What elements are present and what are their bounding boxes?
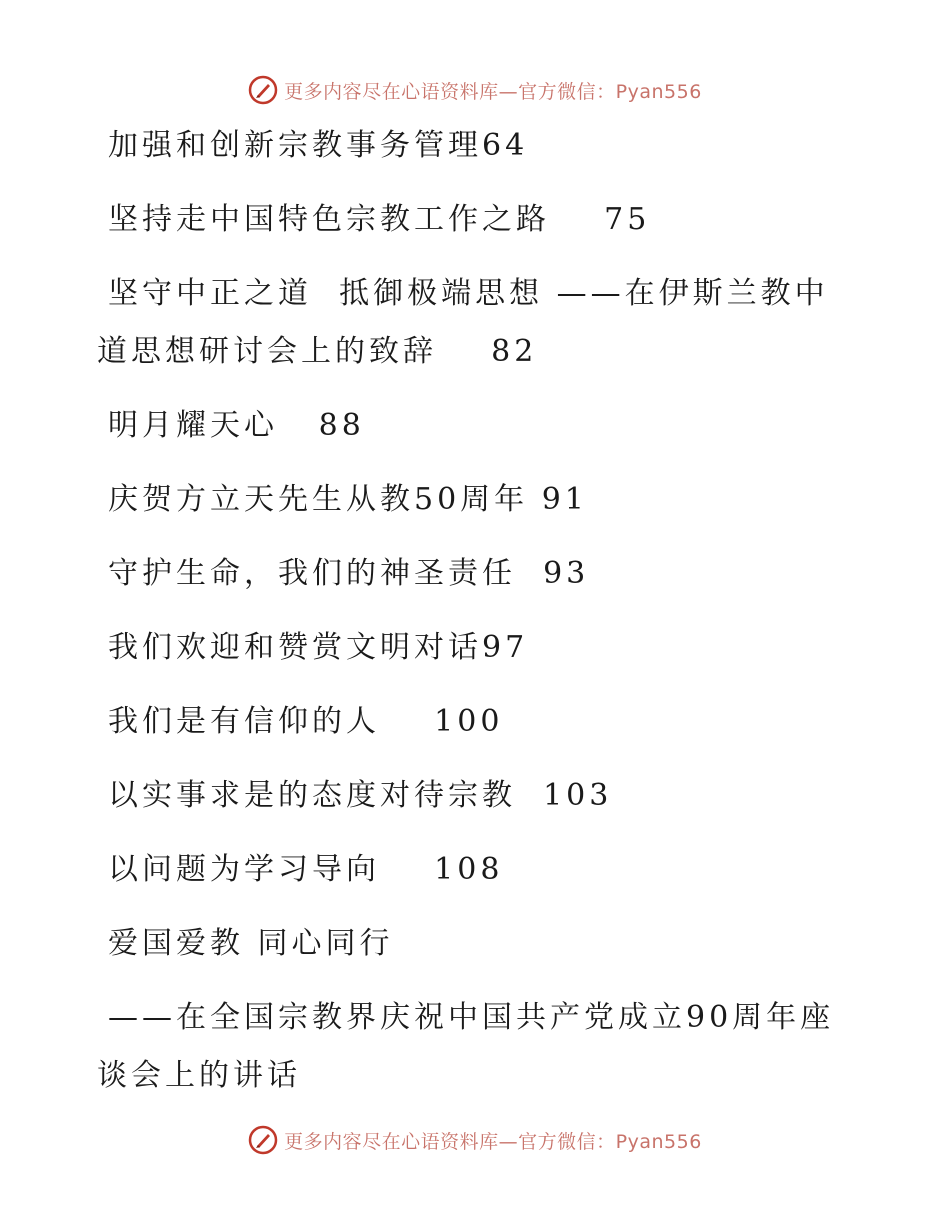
toc-entry: 明月耀天心 88	[108, 408, 365, 443]
toc-entry: 坚持走中国特色宗教工作之路 75	[108, 202, 651, 237]
toc-entry: 我们欢迎和赞赏文明对话97	[108, 630, 529, 665]
pen-badge-icon	[248, 1125, 278, 1155]
toc-entry: 爱国爱教 同心同行	[108, 926, 394, 961]
toc-entry: 以问题为学习导向 108	[108, 852, 504, 887]
toc-entry: 庆贺方立天先生从教50周年 91	[108, 482, 588, 517]
toc-entry-continuation: 道思想研讨会上的致辞 82	[97, 334, 538, 369]
header-watermark-text: 更多内容尽在心语资料库—官方微信：Pyan556	[284, 80, 702, 103]
toc-entry: 以实事求是的态度对待宗教 103	[108, 778, 613, 813]
toc-entry: 加强和创新宗教事务管理64	[108, 128, 529, 163]
toc-entry-subtitle: ——在全国宗教界庆祝中国共产党成立90周年座	[108, 1000, 835, 1035]
toc-entry: 坚守中正之道 抵御极端思想 ——在伊斯兰教中	[108, 276, 829, 311]
toc-entry: 我们是有信仰的人 100	[108, 704, 504, 739]
footer-watermark-banner	[0, 1122, 950, 1158]
toc-entry-continuation: 谈会上的讲话	[97, 1058, 301, 1093]
footer-watermark-text: 更多内容尽在心语资料库—官方微信：Pyan556	[284, 1130, 702, 1153]
toc-entry: 守护生命，我们的神圣责任 93	[108, 556, 590, 591]
